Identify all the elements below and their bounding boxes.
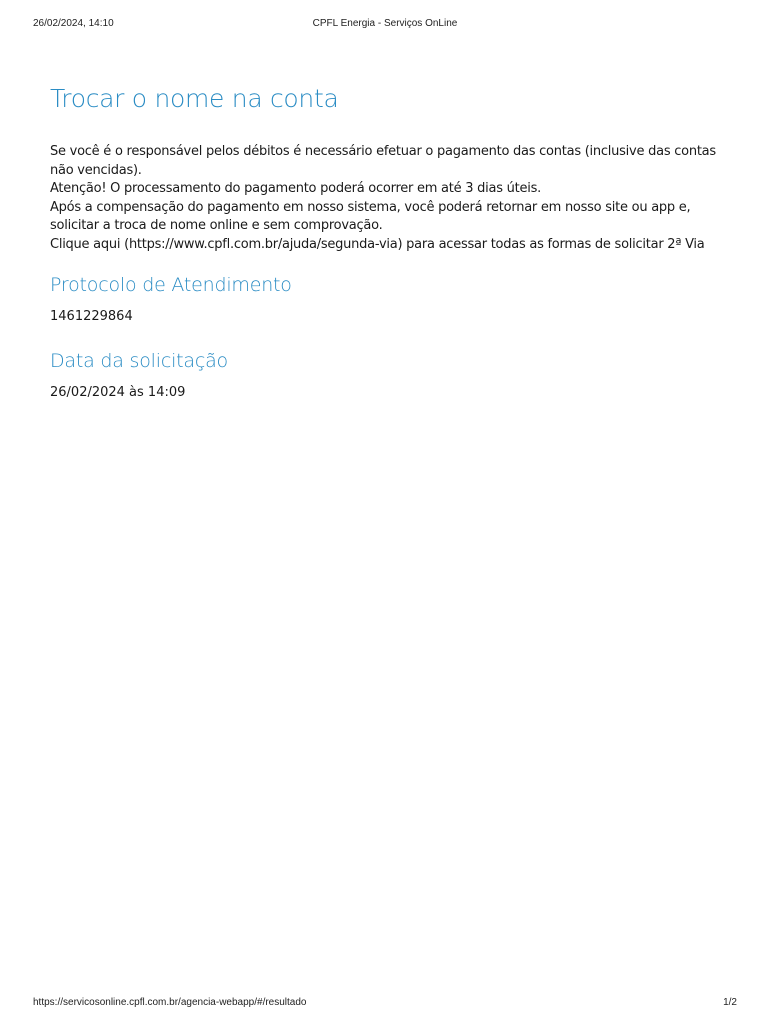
protocolo-label: Protocolo de Atendimento <box>50 273 292 296</box>
protocolo-section <box>50 272 730 326</box>
print-header <box>33 18 737 30</box>
print-url: https://servicosonline.cpfl.com.br/agencia-webapp/#/resultado <box>33 997 307 1008</box>
protocolo-value: 1461229864 <box>50 308 133 324</box>
print-datetime: 26/02/2024, 14:10 <box>33 18 114 29</box>
message-line-compensacao: Após a compensação do pagamento em nosso sistema, você poderá retornar em nosso site ou app e, solicitar a troca de nome online e sem comprovação. <box>50 199 691 234</box>
page-title: Trocar o nome na conta <box>50 84 339 113</box>
print-footer <box>33 997 737 1009</box>
message-line-debitos: Se você é o responsável pelos débitos é necessário efetuar o pagamento das contas (inclusive das contas não vencidas). <box>50 144 716 178</box>
main-content <box>50 82 730 402</box>
data-solicitacao-value: 26/02/2024 às 14:09 <box>50 384 186 400</box>
data-solicitacao-section <box>50 348 730 402</box>
data-solicitacao-label: Data da solicitação <box>50 349 228 372</box>
message-line-clique-aqui[interactable]: Clique aqui (https://www.cpfl.com.br/ajuda/segunda-via) para acessar todas as formas de solicitar 2ª Via <box>50 236 705 252</box>
message-line-atencao: Atenção! O processamento do pagamento poderá ocorrer em até 3 dias úteis. <box>50 181 541 197</box>
print-page-title: CPFL Energia - Serviços OnLine <box>312 18 458 29</box>
info-message <box>50 143 730 255</box>
print-page-number: 1/2 <box>723 997 737 1008</box>
